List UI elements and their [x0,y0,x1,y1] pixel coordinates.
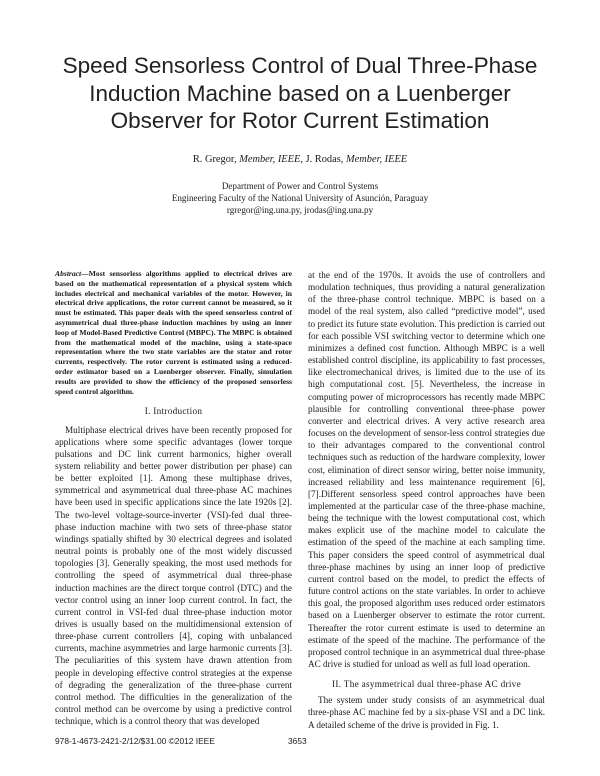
author-role: Member, IEEE [239,154,301,165]
section-heading-drive: II. The asymmetrical dual three-phase AC drive [332,679,521,690]
author-emails: rgregor@ing.una.py, jrodas@ing.una.py [226,205,374,216]
author-name: J. Rodas [305,154,341,165]
introduction-paragraph-right: at the end of the 1970s. It avoids the use of controllers and modulation techniques, thus providing a natural generalization of the three-phase control technique. MBPC is based on a model of the real system, also called “predictive model”, used to predict its future state evolution. This prediction is carried out for each possible VSI switching vector to determine which one minimizes a defined cost function. Although MBPC is a well established control discipline, its applicability to fast processes, like electromechanical drives, is limited due to the use of its high computational cost. [5]. Nevertheless, the increase in computing power of microprocessors has recently made MBPC plausible for controlling conventional three-phase power converter and electrical drives. A very active research area focuses on the development of sensor-less control strategies due to their advantages compared to the conventional control techniques such as reduction of the hardware complexity, lower cost, elimination of direct sensor wiring, better noise immunity, increased reliability and less maintenance requirement [6], [7].Different sensorless speed control approaches have been implemented at the particular case of the three-phase machine, being the technique with the lowest computational cost, which makes explicit use of the machine model to calculate the estimation of the speed of the machine at each sampling time. This paper considers the speed control of asymmetrical dual three-phase machines by using an inner loop of predictive current control based on the model, to predict the effects of future control actions on the state variables. In order to achieve this goal, the proposed algorithm uses reduced order estimators based on a Luenberger observer to estimate the rotor current. Thereafter the rotor current estimate is used to determine an estimate of the speed of the machine. The performance of the proposed control technique in an asymmetrical dual three-phase AC drive is studied for unload as well as full load operation. [308,270,545,669]
author-role: Member, IEEE [345,154,408,165]
abstract-label: Abstract [55,269,82,278]
drive-paragraph: The system under study consists of an asymmetrical dual three-phase AC machine fed by a six-phase VSI and a DC link. A detailed scheme of the drive is provided in Fig. 1. [308,695,545,730]
author-line: R. Gregor, Member, IEEE, J. Rodas, Member, IEEE [192,154,408,165]
section-heading-introduction: I. Introduction [144,406,203,417]
left-column [55,269,292,727]
abstract [55,269,292,396]
right-column [308,269,545,731]
footer-isbn: 978-1-4673-2421-2/12/$31.00 ©2012 IEEE [55,736,215,746]
affiliation-block [0,180,600,217]
author-name: R. Gregor [192,154,234,165]
abstract-text: —Most sensorless algorithms applied to electrical drives are based on the mathematical representation of a physical system which includes electrical and mechanical variables of the motor. However, in electrical drive applications, the rotor current cannot be measured, so it must be estimated. This paper deals with the speed sensorless control of asymmetrical dual three-phase induction machines by using an inner loop of Model-Based Predictive Control (MBPC). The MBPC is obtained from the mathematical model of the machine, using a state-space representation where the two state variables are the stator and rotor currents, respectively. The rotor current is estimated using a reduced-order estimator based on a Luenberger observer. Finally, simulation results are provided to show the efficiency of the proposed sensorless speed control algorithm. [55,269,292,396]
affiliation-faculty: Engineering Faculty of the National University of Asunción, Paraguay [171,193,429,204]
paper-title: Speed Sensorless Control of Dual Three-Phase Induction Machine based on a Luenberger Observer for Rotor Current Estimation [62,53,538,133]
footer-page-number: 3653 [288,736,307,746]
introduction-paragraph-left: Multiphase electrical drives have been recently proposed for applications where some specific advantages (lower torque pulsations and DC link current harmonics, higher overall system reliability and better power distribution per phase) can be better exploited [1]. Among these multiphase drives, symmetrical and asymmetrical dual three-phase AC machines have been used in specific applications since the late 1920s [2]. The two-level voltage-source-inverter (VSI)-fed dual three-phase induction machine with two sets of three-phase stator windings spatially shifted by 30 electrical degrees and isolated neutral points is probably one of the most widely discussed topologies [3]. Generally speaking, the most used methods for controlling the speed of asymmetrical dual three-phase induction machines are the direct torque control (DTC) and the vector control using an inner loop current control. In fact, the current control in VSI-fed dual three-phase induction motor drives is usually based on the multidimensional extension of three-phase current controllers [4], coping with unbalanced currents, machine asymmetries and large harmonic currents [3]. The peculiarities of this system have drawn attention from people in developing effective control strategies at the expense of degrading the generalization of the three-phase current control method. The difficulties in the generalization of the control method can be overcome by using a predictive control technique, which is a control theory that was developed [55,424,292,727]
affiliation-department: Department of Power and Control Systems [221,181,379,191]
